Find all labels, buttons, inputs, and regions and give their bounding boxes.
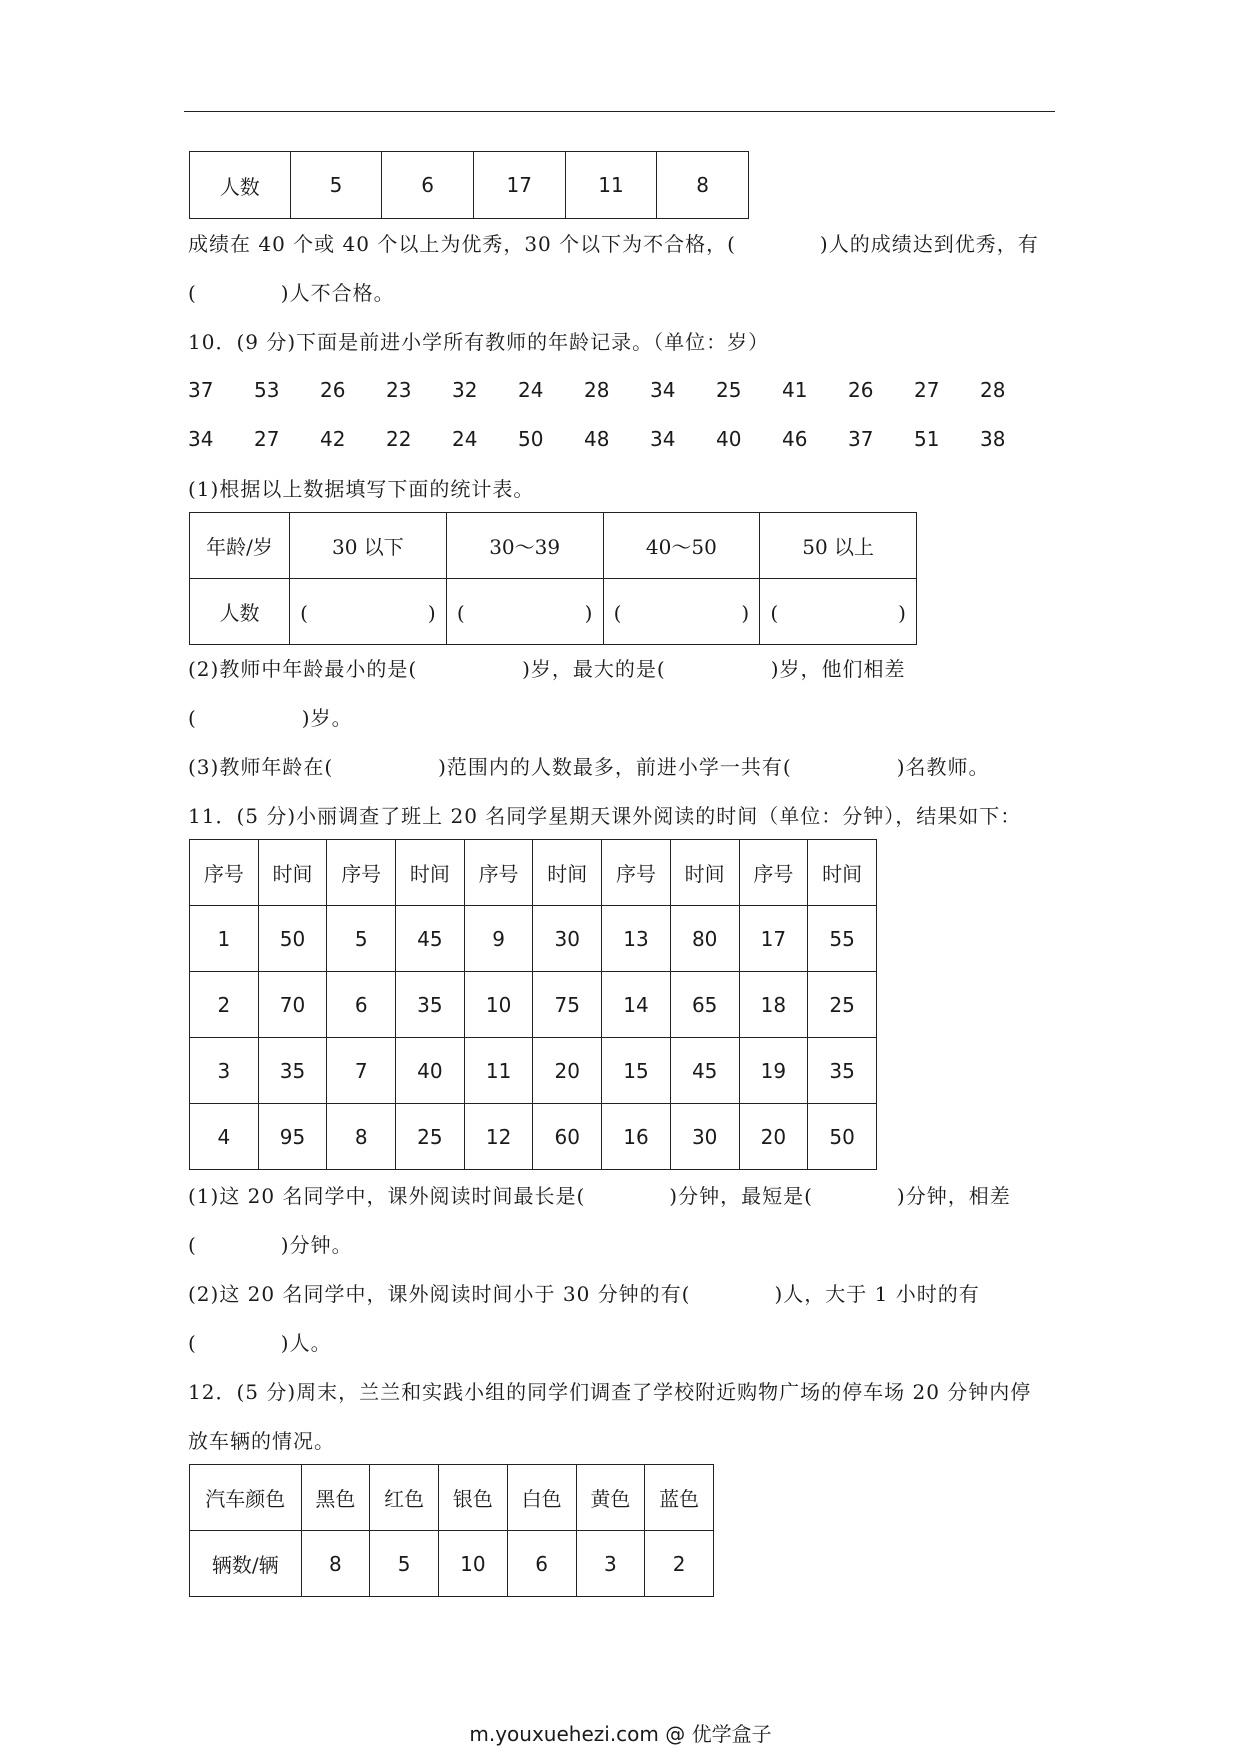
table-cell: 80 <box>670 906 739 972</box>
table-cell: 50 <box>808 1104 877 1170</box>
age-value: 24 <box>452 427 478 451</box>
age-value: 22 <box>386 427 412 451</box>
table-header-cell: 时间 <box>808 840 877 906</box>
age-value: 34 <box>650 378 676 402</box>
age-value: 41 <box>782 378 808 402</box>
header-rule <box>184 111 1055 112</box>
table-header-cell: 黑色 <box>301 1465 370 1531</box>
table-cell: 17 <box>739 906 808 972</box>
age-value: 34 <box>188 427 214 451</box>
age-value: 28 <box>980 378 1006 402</box>
q11-title: 11．(5 分)小丽调查了班上 20 名同学星期天课外阅读的时间（单位：分钟），结果如下： <box>188 804 1022 828</box>
age-value: 46 <box>782 427 808 451</box>
table-header-cell: 白色 <box>507 1465 576 1531</box>
q10-part2-line1: (2)教师中年龄最小的是( )岁，最大的是( )岁，他们相差 <box>188 657 906 681</box>
table-cell: 8 <box>301 1531 370 1597</box>
table-header-cell: 时间 <box>396 840 465 906</box>
age-value: 27 <box>254 427 280 451</box>
answer-blank: ( ) <box>446 579 603 645</box>
table-cell: 4 <box>190 1104 259 1170</box>
table-cell: 6 <box>382 152 474 219</box>
table-header-cell: 序号 <box>464 840 533 906</box>
table-cell: 13 <box>602 906 671 972</box>
table-header-cell: 蓝色 <box>645 1465 714 1531</box>
table-row <box>190 1104 877 1170</box>
q10-part2-line2: ( )岁。 <box>188 706 353 730</box>
table-cell: 3 <box>576 1531 645 1597</box>
q10-part3: (3)教师年龄在( )范围内的人数最多，前进小学一共有( )名教师。 <box>188 755 990 779</box>
age-value: 42 <box>320 427 346 451</box>
q9-text-line-2: ( )人不合格。 <box>188 281 395 305</box>
table-cell: 18 <box>739 972 808 1038</box>
table-cell: 55 <box>808 906 877 972</box>
table-cell: 45 <box>670 1038 739 1104</box>
age-value: 48 <box>584 427 610 451</box>
table-header-cell: 时间 <box>533 840 602 906</box>
table-cell: 8 <box>327 1104 396 1170</box>
table-cell: 45 <box>396 906 465 972</box>
table-cell: 19 <box>739 1038 808 1104</box>
age-value: 25 <box>716 378 742 402</box>
table-cell: 11 <box>565 152 657 219</box>
q9-text-line-1: 成绩在 40 个或 40 个以上为优秀，30 个以下为不合格，( )人的成绩达到优秀，有 <box>188 232 1039 256</box>
q10-age-row-2 <box>188 427 1088 453</box>
table-cell: 1 <box>190 906 259 972</box>
table-cell: 10 <box>464 972 533 1038</box>
table-cell: 35 <box>808 1038 877 1104</box>
table-header-cell: 序号 <box>190 840 259 906</box>
table-header-cell: 时间 <box>258 840 327 906</box>
age-value: 32 <box>452 378 478 402</box>
table-cell: 15 <box>602 1038 671 1104</box>
reading-time-table <box>189 839 877 1170</box>
score-count-table <box>189 151 749 219</box>
table-cell: 20 <box>739 1104 808 1170</box>
table-cell: 11 <box>464 1038 533 1104</box>
q10-age-row-1 <box>188 378 1088 404</box>
table-cell: 70 <box>258 972 327 1038</box>
table-header-cell: 40～50 <box>603 513 760 579</box>
age-value: 26 <box>320 378 346 402</box>
table-header-cell: 银色 <box>439 1465 508 1531</box>
age-value: 26 <box>848 378 874 402</box>
q12-title-line1: 12．(5 分)周末，兰兰和实践小组的同学们调查了学校附近购物广场的停车场 20 分钟内停 <box>188 1380 1032 1404</box>
table-cell: 50 <box>258 906 327 972</box>
age-value: 28 <box>584 378 610 402</box>
table-cell: 3 <box>190 1038 259 1104</box>
table-row-label: 辆数/辆 <box>190 1531 302 1597</box>
table-header-cell: 序号 <box>739 840 808 906</box>
q10-title: 10．(9 分)下面是前进小学所有教师的年龄记录。（单位：岁） <box>188 330 770 354</box>
age-value: 34 <box>650 427 676 451</box>
table-cell: 7 <box>327 1038 396 1104</box>
age-value: 51 <box>914 427 940 451</box>
table-header-cell: 30 以下 <box>290 513 447 579</box>
table-header-cell: 汽车颜色 <box>190 1465 302 1531</box>
table-cell: 30 <box>670 1104 739 1170</box>
table-cell: 35 <box>396 972 465 1038</box>
footer-watermark[interactable]: m.youxuehezi.com @ 优学盒子 <box>469 1722 772 1746</box>
table-cell: 25 <box>808 972 877 1038</box>
table-cell: 16 <box>602 1104 671 1170</box>
answer-blank: ( ) <box>760 579 917 645</box>
age-value: 53 <box>254 378 280 402</box>
q11-part2-line2: ( )人。 <box>188 1331 332 1355</box>
table-header-cell: 序号 <box>327 840 396 906</box>
table-cell: 6 <box>507 1531 576 1597</box>
table-cell: 2 <box>190 972 259 1038</box>
table-cell: 25 <box>396 1104 465 1170</box>
table-cell: 30 <box>533 906 602 972</box>
age-value: 24 <box>518 378 544 402</box>
table-cell: 5 <box>290 152 382 219</box>
table-row-label: 人数 <box>190 579 290 645</box>
age-value: 38 <box>980 427 1006 451</box>
table-cell: 6 <box>327 972 396 1038</box>
age-value: 27 <box>914 378 940 402</box>
q11-part1-line1: (1)这 20 名同学中，课外阅读时间最长是( )分钟，最短是( )分钟，相差 <box>188 1184 1011 1208</box>
table-cell: 35 <box>258 1038 327 1104</box>
table-header-cell: 30～39 <box>446 513 603 579</box>
table-header-cell: 序号 <box>602 840 671 906</box>
table-cell: 20 <box>533 1038 602 1104</box>
table-cell: 2 <box>645 1531 714 1597</box>
answer-blank: ( ) <box>603 579 760 645</box>
table-cell: 65 <box>670 972 739 1038</box>
table-cell: 5 <box>327 906 396 972</box>
table-cell: 40 <box>396 1038 465 1104</box>
age-value: 40 <box>716 427 742 451</box>
table-header-cell: 黄色 <box>576 1465 645 1531</box>
table-row <box>190 1038 877 1104</box>
table-cell: 60 <box>533 1104 602 1170</box>
table-cell: 14 <box>602 972 671 1038</box>
table-cell: 75 <box>533 972 602 1038</box>
table-row <box>190 972 877 1038</box>
q12-title-line2: 放车辆的情况。 <box>188 1429 335 1453</box>
age-stat-table <box>189 512 917 645</box>
answer-blank: ( ) <box>290 579 447 645</box>
table-cell: 9 <box>464 906 533 972</box>
q10-part1: (1)根据以上数据填写下面的统计表。 <box>188 477 535 501</box>
q11-part2-line1: (2)这 20 名同学中，课外阅读时间小于 30 分钟的有( )人，大于 1 小时的有 <box>188 1282 980 1306</box>
table-header-cell: 50 以上 <box>760 513 917 579</box>
table-header-cell: 红色 <box>370 1465 439 1531</box>
table-row <box>190 906 877 972</box>
age-value: 37 <box>188 378 214 402</box>
table-cell: 8 <box>657 152 749 219</box>
table-cell: 10 <box>439 1531 508 1597</box>
q11-part1-line2: ( )分钟。 <box>188 1233 353 1257</box>
table-cell: 17 <box>473 152 565 219</box>
age-value: 50 <box>518 427 544 451</box>
table-header-cell: 时间 <box>670 840 739 906</box>
table-cell: 人数 <box>190 152 291 219</box>
table-header-cell: 年龄/岁 <box>190 513 290 579</box>
age-value: 37 <box>848 427 874 451</box>
table-cell: 5 <box>370 1531 439 1597</box>
table-cell: 95 <box>258 1104 327 1170</box>
age-value: 23 <box>386 378 412 402</box>
table-cell: 12 <box>464 1104 533 1170</box>
car-color-table <box>189 1464 714 1597</box>
